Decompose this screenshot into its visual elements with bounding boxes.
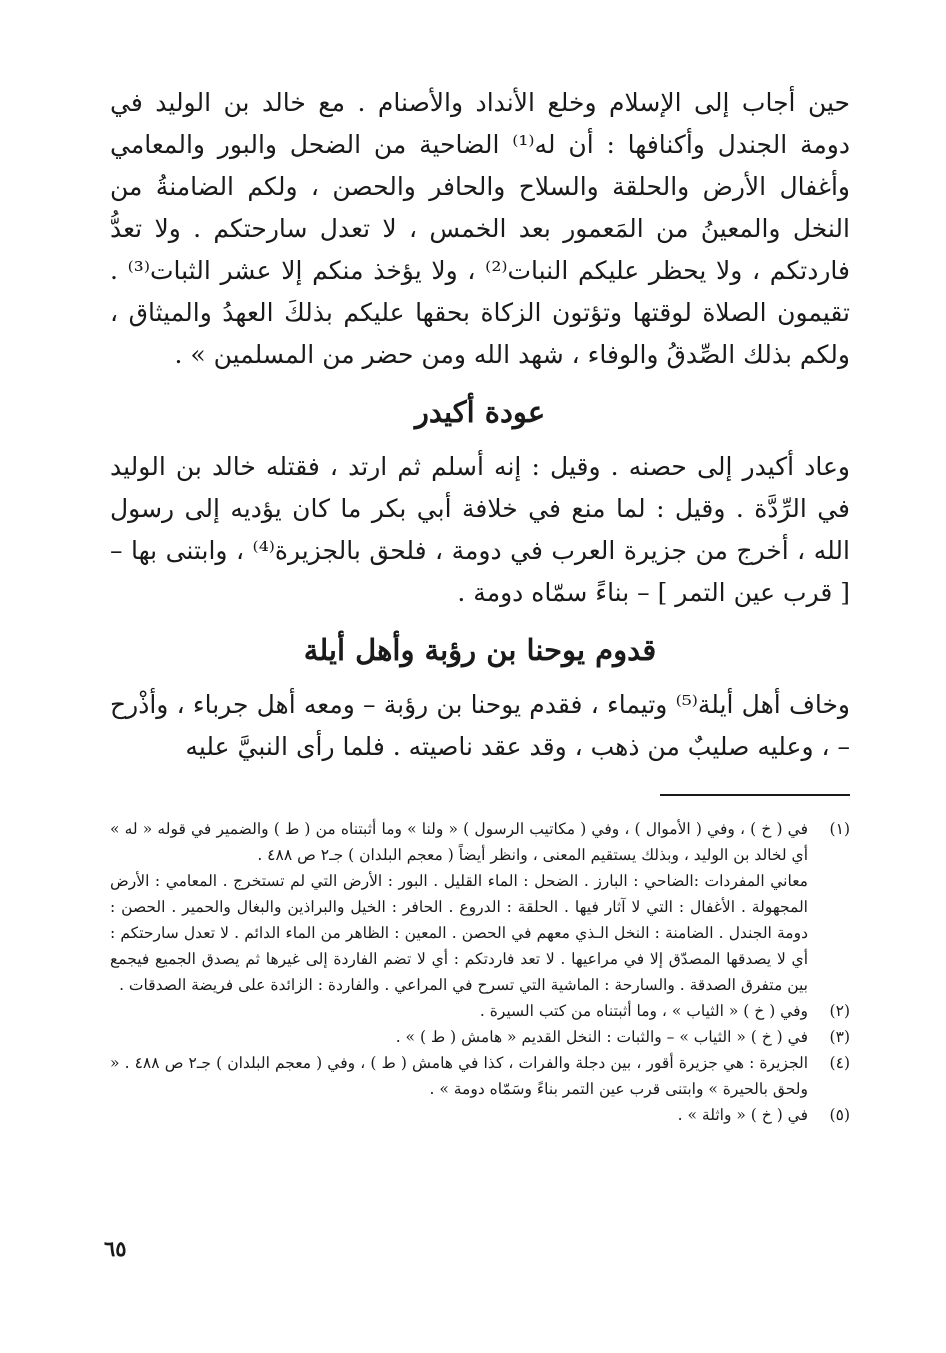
footnote-item (110, 1024, 850, 1050)
footnote-item (110, 1050, 850, 1102)
footnote-item (110, 1102, 850, 1128)
footnote-text: الجزيرة : هي جزيرة أقور ، بين دجلة والفرات ، كذا في هامش ( ط ) ، وفي ( معجم البلدان ) جـ٢ ص ٤٨٨ . « ولحق بالحيرة » وابتنى قرب عين التمر بناءً وسَمّاه دومة » . (110, 1054, 809, 1098)
body-paragraph-3: وخاف أهل أيلة⁽⁵⁾ وتيماء ، فقدم يوحنا بن رؤبة – ومعه أهل جرباء ، وأذْرح – ، وعليه صليبٌ من ذهب ، وقد عقد ناصيته . فلما رأى النبيَّ عليه (110, 690, 850, 761)
footnote-text: في ( خ ) « الثياب » – والثبات : النخل القديم « هامش ( ط ) » . (395, 1028, 808, 1046)
footnote-text: وفي ( خ ) « الثياب » ، وما أثبتناه من كتب السيرة . (479, 1002, 808, 1020)
footnote-number: (٣) (829, 1028, 850, 1046)
footnote-number: (٥) (829, 1106, 850, 1124)
footnote-number: (٤) (829, 1054, 850, 1072)
footnotes (110, 816, 850, 1128)
footnote-number: (١) (829, 820, 850, 838)
footnote-continuation: معاني المفردات :الضاحي : البارز . الضحل : الماء القليل . البور : الأرض التي لم تستخرج . المعامي : الأرض المجهولة . الأغفال : التي لا آثار فيها . الحلقة : الدروع . الحافر : الخيل والبراذين والبغال والحمير . الحصن : دومة الجندل . الضامنة : النخل الـذي معهم في الحصن . المعين : الظاهر من الماء الدائم . لا تعدل سارحتكم : أي لا يصدقها المصدّق إلا في مراعيها . لا تعد فاردتكم : أي لا تضم الفاردة إلى غيرها ثم يصدق الجميع فيجمع بين متفرق الصدقة . والسارحة : الماشية التي تسرح في المراعي . والفاردة : الزائدة على فريضة الصدقات . (110, 872, 808, 994)
page-number: ٦٥ (104, 1236, 127, 1261)
section-heading-return-of-ukaydir: عودة أكيدر (414, 395, 546, 429)
page-content (110, 82, 850, 1128)
section-heading-arrival-of-yuhanna: قدوم يوحنا بن رؤبة وأهل أيلة (303, 633, 657, 667)
footnote-separator (660, 794, 850, 796)
body-paragraph-2: وعاد أكيدر إلى حصنه . وقيل : إنه أسلم ثم ارتد ، فقتله خالد بن الوليد في الرِّدَّة . وقيل : لما منع في خلافة أبي بكر ما كان يؤديه إلى رسول الله ، أخرج من جزيرة العرب في دومة ، فلحق بالجزيرة⁽⁴⁾ ، وابتنى بها – [ قرب عين التمر ] – بناءً سمّاه دومة . (110, 452, 850, 607)
footnote-number: (٢) (829, 1002, 850, 1020)
footnote-item (110, 998, 850, 1024)
body-paragraph-1: حين أجاب إلى الإسلام وخلع الأنداد والأصنام . مع خالد بن الوليد في دومة الجندل وأكنافها : أن له⁽¹⁾ الضاحية من الضحل والبور والمعامي وأغفال الأرض والحلقة والسلاح والحافر والحصن ، ولكم الضامنةُ من النخل والمعينُ من المَعمور بعد الخمس ، لا تعدل سارحتكم . ولا تعدُّ فاردتكم ، ولا يحظر عليكم النبات⁽²⁾ ، ولا يؤخذ منكم إلا عشر الثبات⁽³⁾ . تقيمون الصلاة لوقتها وتؤتون الزكاة بحقها عليكم بذلكَ العهدُ والميثاق ، ولكم بذلك الصِّدقُ والوفاء ، شهد الله ومن حضر من المسلمين » . (110, 88, 850, 369)
footnote-item (110, 816, 850, 868)
footnote-text: في ( خ ) ، وفي ( الأموال ) ، وفي ( مكاتيب الرسول ) « ولنا » وما أثبتناه من ( ط ) والضمير في قوله « له » أي لخالد بن الوليد ، وبذلك يستقيم المعنى ، وانظر أيضاً ( معجم البلدان ) جـ٢ ص ٤٨٨ . (110, 820, 808, 864)
footnote-text: في ( خ ) « واثلة » . (677, 1106, 808, 1124)
